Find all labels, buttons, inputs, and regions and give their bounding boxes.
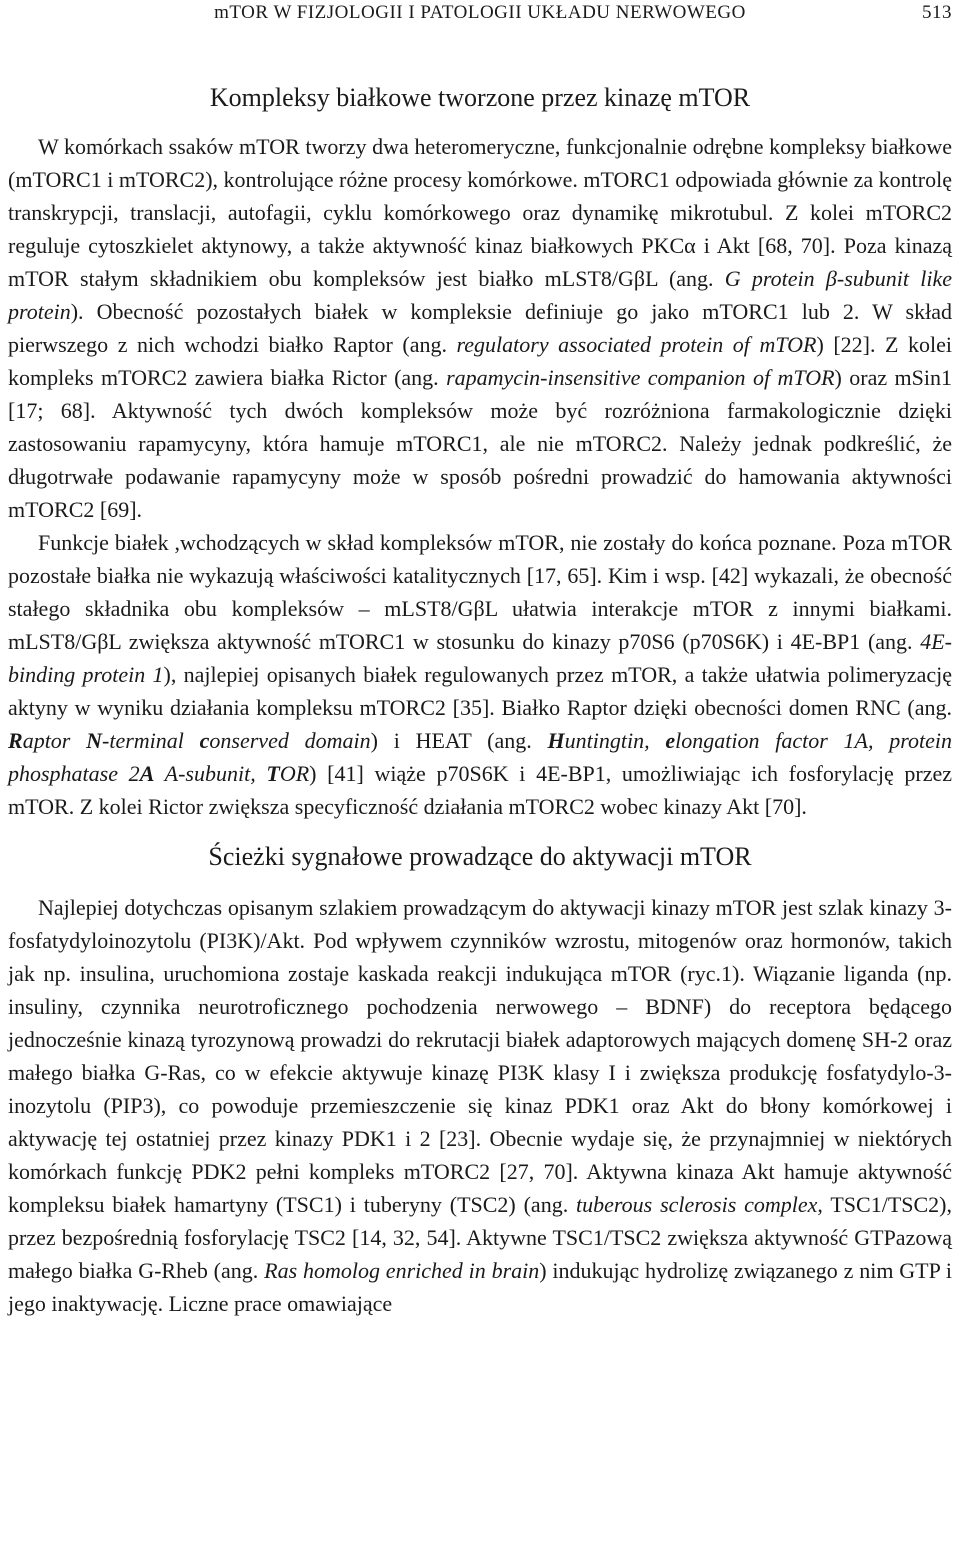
text-run: Funkcje białek ,wchodzących w skład kompleksów mTOR, nie zostały do końca poznane. Poza mTOR pozostałe białka nie wykazują właściwości katalitycznych [17, 65]. Kim i wsp. [42] wykazali, że obecność stałego składnika obu kompleksów – mLST8/GβL ułatwia interakcje mTOR z innymi białkami. mLST8/GβL zwiększa aktywność mTORC1 w stosunku do kinazy p70S6 (p70S6K) i 4E-BP1 (ang. <box>8 530 952 654</box>
text-run: ) [22]. Z kolei kompleks mTORC2 zawiera białka Rictor (ang. <box>8 332 952 390</box>
text-run: ). Obecność pozostałych białek w kompleksie definiuje go jako mTORC1 lub 2. W skład pierwszego z nich wchodzi białko Raptor (ang. <box>8 299 952 357</box>
italic-term: longation factor 1A, protein phosphatase 2 <box>8 728 952 786</box>
text-run: Najlepiej dotychczas opisanym szlakiem prowadzącym do aktywacji kinazy mTOR jest szlak kinazy 3-fosfatydyloinozytolu (PI3K)/Akt. Pod wpływem czynników wzrostu, mitogenów oraz hormonów, takich jak np. insulina, uruchomiona zostaje kaskada reakcji indukująca mTOR (ryc.1). Wiązanie liganda (np. insuliny, czynnika neurotroficznego pochodzenia nerwowego – BDNF) do receptora będącego jednocześnie kinazą tyrozynową prowadzi do rekrutacji białek adaptorowych mających domenę SH-2 oraz małego białka G-Ras, co w efekcie aktywuje kinazę PI3K klasy I i zwiększa produkcję fosfatydylo-3-inozytolu (PIP3), co powoduje przemieszczenie się kinaz PDK1 oraz Akt do błony komórkowej i aktywację tej ostatniej przez kinazy PDK1 i 2 [23]. Obecnie wydaje się, że przynajmniej w niektórych komórkach funkcję PDK2 pełni kompleks mTORC2 [27, 70]. Aktywna kinaza Akt hamuje aktywność kompleksu białek hamartyny (TSC1) i tuberyny (TSC2) (ang. <box>8 895 952 1217</box>
text-run: W komórkach ssaków mTOR tworzy dwa heteromeryczne, funkcjonalnie odrębne kompleksy białkowe (mTORC1 i mTORC2), kontrolujące różne procesy komórkowe. mTORC1 odpowiada głównie za kontrolę transkrypcji, translacji, autofagii, cyklu komórkowego oraz dynamikę mikrotubul. Z kolei mTORC2 reguluje cytoszkielet aktynowy, a także aktywność kinaz białkowych PKCα i Akt [68, 70]. Poza kinazą mTOR stałym składnikiem obu kompleksów jest białko mLST8/GβL (ang. <box>8 134 953 291</box>
text-run: ), najlepiej opisanych białek regulowanych przez mTOR, a także ułatwia polimeryzację aktyny w wyniku działania kompleksu mTORC2 [35]. Białko Raptor dzięki obecności domen RNC (ang. <box>8 662 952 720</box>
paragraph-complexes-1 <box>8 130 952 526</box>
italic-term: onserved domain <box>209 728 371 753</box>
italic-term: Ras homolog enriched in brain <box>264 1258 540 1283</box>
paragraph-signaling-1 <box>8 891 952 1320</box>
italic-term: rapamycin-insensitive companion of mTOR <box>446 365 835 390</box>
italic-term: aptor <box>22 728 87 753</box>
text-run: , TSC1/TSC2), przez bezpośrednią fosforylację TSC2 [14, 32, 54]. Aktywne TSC1/TSC2 zwiększa aktywność GTPazową małego białka G-Rheb (ang. <box>8 1192 952 1283</box>
italic-term: untingtin, <box>564 728 666 753</box>
italic-term: OR <box>279 761 310 786</box>
text-run: ) i HEAT (ang. <box>370 728 548 753</box>
running-head <box>8 0 952 26</box>
emphasis-letter: T <box>266 761 280 786</box>
italic-term: tuberous sclerosis complex <box>576 1192 818 1217</box>
italic-term: -terminal <box>102 728 200 753</box>
emphasis-letter: A <box>139 761 155 786</box>
paragraph-complexes-2 <box>8 526 952 823</box>
section-heading-complexes: Kompleksy białkowe tworzone przez kinazę mTOR <box>209 83 751 112</box>
emphasis-letter: N <box>86 728 103 753</box>
emphasis-letter: e <box>665 728 676 753</box>
text-run: ) indukując hydrolizę związanego z nim GTP i jego inaktywację. Liczne prace omawiające <box>8 1258 952 1316</box>
italic-term: 4E-binding protein 1 <box>8 629 952 687</box>
emphasis-letter: c <box>199 728 210 753</box>
italic-term: A-subunit, <box>154 761 267 786</box>
text-run: ) [41] wiąże p70S6K i 4E-BP1, umożliwiając ich fosforylację przez mTOR. Z kolei Rictor zwiększa specyficzność działania mTORC2 wobec kinazy Akt [70]. <box>8 761 953 819</box>
page-number: 513 <box>922 2 952 23</box>
text-run: ) oraz mSin1 [17; 68]. Aktywność tych dwóch kompleksów może być rozróżniona farmakologicznie dzięki zastosowaniu rapamycyny, która hamuje mTORC1, ale nie mTORC2. Należy jednak podkreślić, że długotrwałe podawanie rapamycyny może w sposób pośredni prowadzić do hamowania aktywności mTORC2 [69]. <box>8 365 952 522</box>
running-head-title: mTOR W FIZJOLOGII I PATOLOGII UKŁADU NERWOWEGO <box>214 2 746 23</box>
italic-term: regulatory associated protein of mTOR <box>456 332 817 357</box>
section-heading-signaling: Ścieżki sygnałowe prowadzące do aktywacji mTOR <box>208 842 752 871</box>
emphasis-letter: R <box>8 728 23 753</box>
italic-term: G protein β-subunit like protein <box>8 266 952 324</box>
emphasis-letter: H <box>547 728 565 753</box>
